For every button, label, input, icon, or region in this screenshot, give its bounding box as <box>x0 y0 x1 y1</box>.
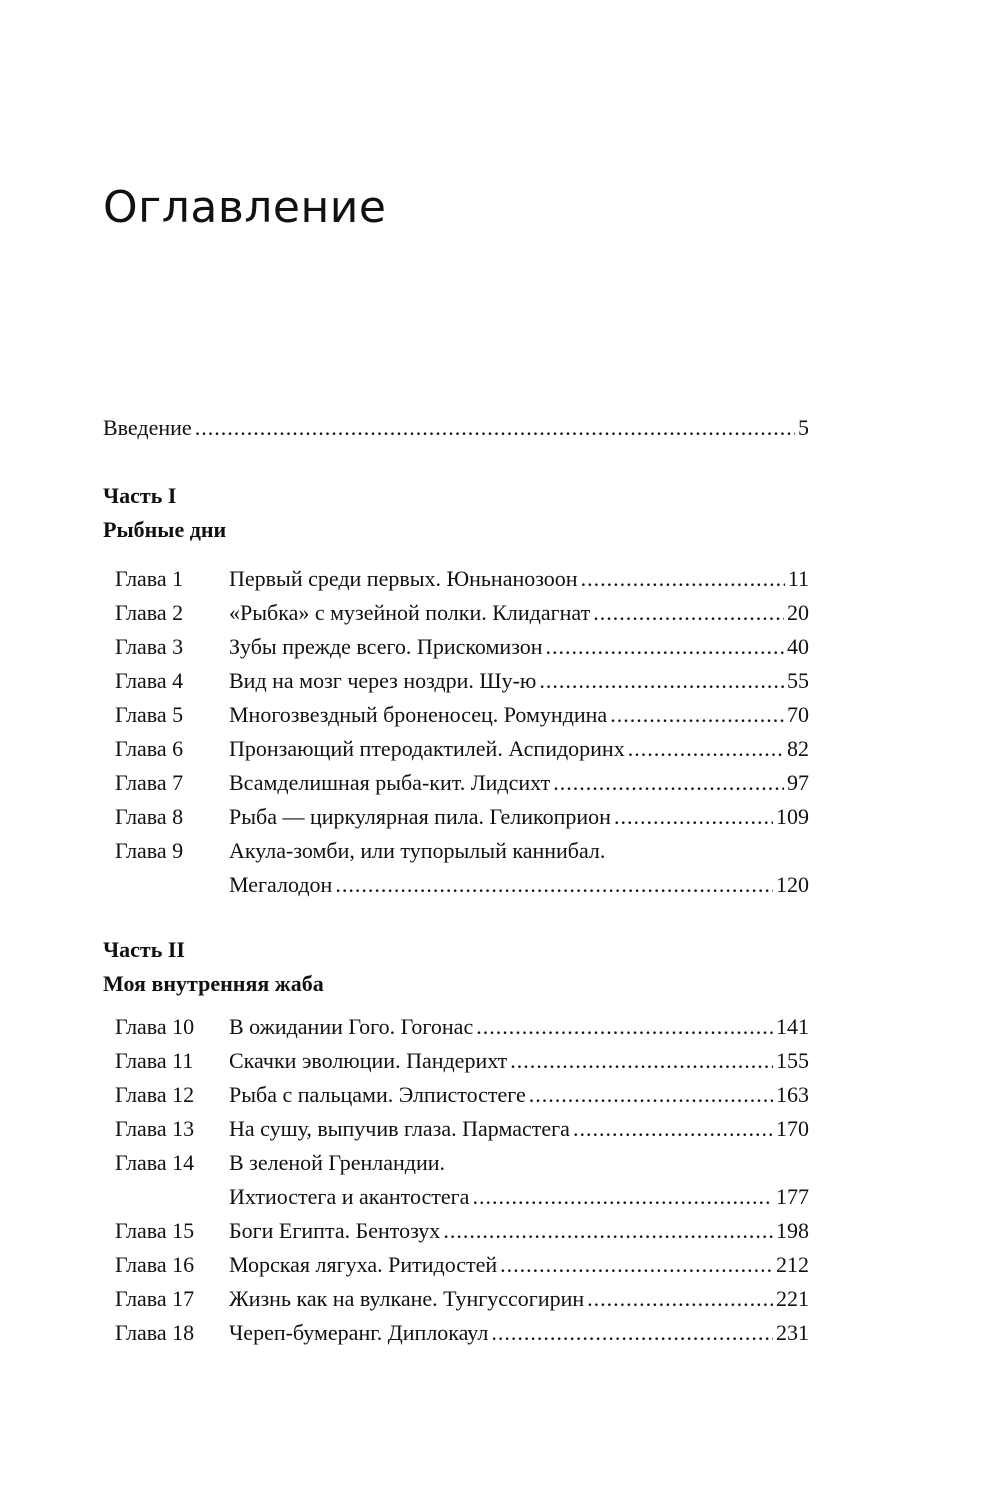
chapter-title: «Рыбка» с музейной полки. Клидагнат <box>229 600 591 625</box>
toc-entry[interactable] <box>115 1010 809 1044</box>
dot-leader <box>553 766 784 800</box>
dot-leader <box>472 1180 773 1214</box>
page-number: 221 <box>776 1286 809 1311</box>
dot-leader <box>587 1282 773 1316</box>
page-number: 231 <box>776 1320 809 1345</box>
part-heading: Часть I <box>103 483 177 508</box>
chapter-label: Глава 12 <box>115 1082 195 1107</box>
chapter-title: Акула-зомби, или тупорылый каннибал. <box>229 838 606 863</box>
dot-leader <box>573 1112 773 1146</box>
toc-entry[interactable] <box>115 1044 809 1078</box>
toc-entry[interactable] <box>115 630 809 664</box>
chapter-title: Многозвездный броненосец. Ромундина <box>229 702 608 727</box>
chapter-title: Рыба — циркулярная пила. Геликоприон <box>229 804 611 829</box>
chapter-title: Всамделишная рыба-кит. Лидсихт <box>229 770 551 795</box>
chapter-title: Боги Египта. Бентозух <box>229 1218 441 1243</box>
page-number: 155 <box>776 1048 809 1073</box>
page-number: 40 <box>787 634 809 659</box>
chapter-title: Пронзающий птеродактилей. Аспидоринх <box>229 736 625 761</box>
toc-entry-continuation[interactable] <box>115 1180 809 1214</box>
dot-leader <box>593 596 784 630</box>
part-name: Моя внутренняя жаба <box>103 971 324 996</box>
dot-leader <box>581 562 785 596</box>
chapter-title: Зубы прежде всего. Прискомизон <box>229 634 543 659</box>
dot-leader <box>195 411 795 445</box>
chapter-label: Глава 3 <box>115 634 184 659</box>
toc-entry[interactable] <box>115 1316 809 1350</box>
page-number: 55 <box>787 668 809 693</box>
toc-entry[interactable] <box>115 732 809 766</box>
page-number: 120 <box>776 872 809 897</box>
page-number: 11 <box>787 566 809 591</box>
chapter-title: Первый среди первых. Юньнанозоон <box>229 566 578 591</box>
chapter-label: Глава 11 <box>115 1048 194 1073</box>
dot-leader <box>628 732 784 766</box>
chapter-title: В зеленой Гренландии. <box>229 1150 446 1175</box>
chapter-title: Вид на мозг через ноздри. Шу-ю <box>229 668 537 693</box>
toc-entry[interactable] <box>115 800 809 834</box>
dot-leader <box>476 1010 773 1044</box>
toc-entry[interactable] <box>115 596 809 630</box>
toc-entry[interactable] <box>115 1282 809 1316</box>
dot-leader <box>539 664 784 698</box>
toc-entry[interactable] <box>115 766 809 800</box>
dot-leader <box>500 1248 773 1282</box>
chapter-label: Глава 16 <box>115 1252 195 1277</box>
dot-leader <box>529 1078 773 1112</box>
page-number: 141 <box>776 1014 809 1039</box>
part-name: Рыбные дни <box>103 517 227 542</box>
page-title: Оглавление <box>103 182 387 233</box>
entry-title: Введение <box>103 415 192 440</box>
chapter-label: Глава 18 <box>115 1320 195 1345</box>
toc-entry[interactable] <box>115 664 809 698</box>
page-number: 163 <box>776 1082 809 1107</box>
dot-leader <box>610 698 784 732</box>
page-number: 198 <box>776 1218 809 1243</box>
chapter-label: Глава 5 <box>115 702 184 727</box>
chapter-label: Глава 6 <box>115 736 184 761</box>
dot-leader <box>546 630 784 664</box>
toc-entry[interactable] <box>115 1112 809 1146</box>
page-number: 82 <box>787 736 809 761</box>
page-number: 177 <box>776 1184 809 1209</box>
chapter-title: Морская лягуха. Ритидостей <box>229 1252 498 1277</box>
toc-entry[interactable] <box>115 562 809 596</box>
part-heading: Часть II <box>103 937 185 962</box>
toc-entry[interactable] <box>115 834 809 868</box>
toc-entry-continuation[interactable] <box>115 868 809 902</box>
dot-leader <box>443 1214 773 1248</box>
toc-entry[interactable] <box>115 1146 809 1180</box>
chapter-title: На сушу, выпучив глаза. Пармастега <box>229 1116 570 1141</box>
chapter-label: Глава 8 <box>115 804 184 829</box>
chapter-label: Глава 4 <box>115 668 184 693</box>
toc-entry[interactable] <box>115 1248 809 1282</box>
dot-leader <box>335 868 773 902</box>
chapter-label: Глава 15 <box>115 1218 195 1243</box>
chapter-label: Глава 10 <box>115 1014 195 1039</box>
chapter-title-continuation: Мегалодон <box>229 872 333 897</box>
chapter-title: В ожидании Гого. Гогонас <box>229 1014 474 1039</box>
chapter-label: Глава 2 <box>115 600 184 625</box>
page-number: 212 <box>776 1252 809 1277</box>
dot-leader <box>510 1044 773 1078</box>
page-number: 20 <box>787 600 809 625</box>
chapter-title-continuation: Ихтиостега и акантостега <box>229 1184 470 1209</box>
dot-leader <box>491 1316 773 1350</box>
toc-entry[interactable] <box>115 1078 809 1112</box>
chapter-title: Череп-бумеранг. Диплокаул <box>229 1320 489 1345</box>
toc-entry[interactable] <box>115 698 809 732</box>
chapter-label: Глава 17 <box>115 1286 195 1311</box>
chapter-title: Жизнь как на вулкане. Тунгуссогирин <box>229 1286 585 1311</box>
chapter-title: Скачки эволюции. Пандерихт <box>229 1048 508 1073</box>
dot-leader <box>614 800 773 834</box>
toc-entry-intro[interactable] <box>103 411 809 445</box>
page-number: 170 <box>776 1116 809 1141</box>
chapter-label: Глава 1 <box>115 566 184 591</box>
chapter-label: Глава 9 <box>115 838 184 863</box>
toc-entry[interactable] <box>115 1214 809 1248</box>
chapter-label: Глава 14 <box>115 1150 195 1175</box>
chapter-label: Глава 13 <box>115 1116 195 1141</box>
chapter-label: Глава 7 <box>115 770 184 795</box>
page-number: 70 <box>787 702 809 727</box>
page-number: 97 <box>787 770 809 795</box>
chapter-title: Рыба с пальцами. Элпистостеге <box>229 1082 526 1107</box>
page-number: 5 <box>798 415 809 440</box>
page-number: 109 <box>776 804 809 829</box>
